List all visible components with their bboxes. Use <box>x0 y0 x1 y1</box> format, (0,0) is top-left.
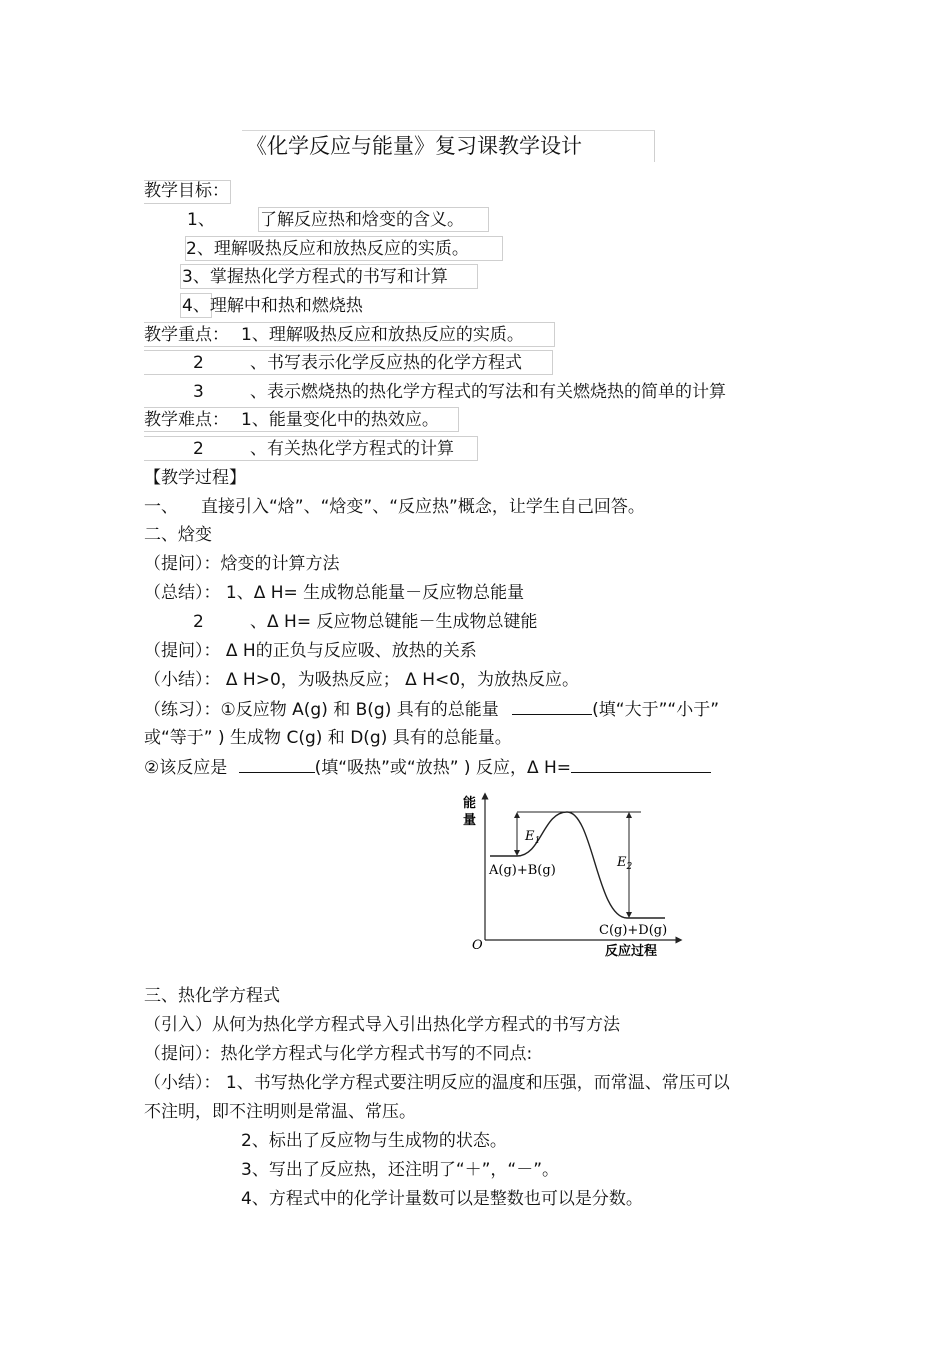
energy-diagram <box>455 790 685 965</box>
section-2-line-5: （小结）： Δ H>0，为吸热反应； Δ H<0，为放热反应。 <box>144 670 580 690</box>
exercise-line-1 <box>144 698 719 721</box>
keypoint-1-text: 1、理解吸热反应和放热反应的实质。 <box>241 325 524 345</box>
exercise-part-a: （练习）：①反应物 A(g) 和 B(g) 具有的总能量 <box>144 700 499 720</box>
keypoints-label: 教学重点： <box>144 325 229 345</box>
section-3-line-1: （引入）从何为热化学方程式导入引出热化学方程式的书写方法 <box>144 1015 620 1035</box>
exercise-part-b: (填“大于”“小于” <box>592 700 720 720</box>
difficult-label: 教学难点： <box>144 410 229 430</box>
exercise-part-d: ②该反应是 <box>144 758 228 778</box>
section-3-item-4: 4、方程式中的化学计量数可以是整数也可以是分数。 <box>241 1189 643 1209</box>
difficult-1-text: 1、能量变化中的热效应。 <box>241 410 439 430</box>
difficult-2-num: 2 <box>193 439 204 459</box>
exercise-line-2: 或“等于” ) 生成物 C(g) 和 D(g) 具有的总能量。 <box>144 728 512 748</box>
objective-2-text: 2、理解吸热反应和放热反应的实质。 <box>186 239 469 259</box>
section-3-heading: 三、热化学方程式 <box>144 986 280 1006</box>
exercise-line-3 <box>144 756 711 779</box>
section-3-item-2: 2、标出了反应物与生成物的状态。 <box>241 1131 507 1151</box>
exercise-blank-2[interactable] <box>239 756 315 773</box>
exercise-blank-3[interactable] <box>571 756 711 773</box>
section-3-item-3: 3、写出了反应热，还注明了“＋”，“－”。 <box>241 1160 560 1180</box>
x-label: 反应过程 <box>605 944 658 959</box>
section-2-line-3-text: 、Δ H= 反应物总键能－生成物总键能 <box>250 612 538 632</box>
page-title: 《化学反应与能量》复习课教学设计 <box>246 134 582 158</box>
y-label-1: 能 <box>463 796 477 811</box>
products-label: C(g)+D(g) <box>599 923 668 938</box>
reactants-label: A(g)+B(g) <box>489 863 556 878</box>
keypoint-2-num: 2 <box>193 353 204 373</box>
section-1-text: 直接引入“焓”、“焓变”、“反应热”概念，让学生自己回答。 <box>201 497 645 517</box>
keypoint-3-text: 、表示燃烧热的热化学方程式的写法和有关燃烧热的简单的计算 <box>250 382 726 402</box>
section-2-line-2: （总结）： 1、Δ H= 生成物总能量－反应物总能量 <box>144 583 525 603</box>
e1-label: $E_1$ <box>525 829 541 846</box>
process-heading: 【教学过程】 <box>144 468 246 488</box>
exercise-part-e: (填“吸热”或“放热” ) 反应，Δ H= <box>314 758 572 778</box>
keypoint-3-num: 3 <box>193 382 204 402</box>
section-3-line-2: （提问）：热化学方程式与化学方程式书写的不同点: <box>144 1044 533 1064</box>
difficult-2-text: 、有关热化学方程式的计算 <box>250 439 454 459</box>
objective-4-text: 4、理解中和热和燃烧热 <box>182 296 363 316</box>
section-3-line-3: （小结）： 1、书写热化学方程式要注明反应的温度和压强，而常温、常压可以 <box>144 1073 730 1093</box>
section-2-line-4: （提问）： Δ H的正负与反应吸、放热的关系 <box>144 641 477 661</box>
section-1-num: 一、 <box>144 497 178 517</box>
objectives-label: 教学目标： <box>144 181 229 201</box>
section-2-heading: 二、焓变 <box>144 525 212 545</box>
exercise-blank-1[interactable] <box>512 698 592 715</box>
keypoint-2-text: 、书写表示化学反应热的化学方程式 <box>250 353 522 373</box>
objective-1-text: 了解反应热和焓变的含义。 <box>260 210 464 230</box>
section-2-line-1: （提问）：焓变的计算方法 <box>144 554 340 574</box>
origin-label: O <box>472 938 483 953</box>
e2-label: $E_2$ <box>617 855 633 872</box>
objective-3-text: 3、掌握热化学方程式的书写和计算 <box>182 267 448 287</box>
y-label-2: 量 <box>463 813 477 828</box>
section-2-line-3-num: 2 <box>193 612 204 632</box>
objective-1-num: 1、 <box>187 210 215 230</box>
section-3-line-4: 不注明，即不注明则是常温、常压。 <box>144 1102 416 1122</box>
